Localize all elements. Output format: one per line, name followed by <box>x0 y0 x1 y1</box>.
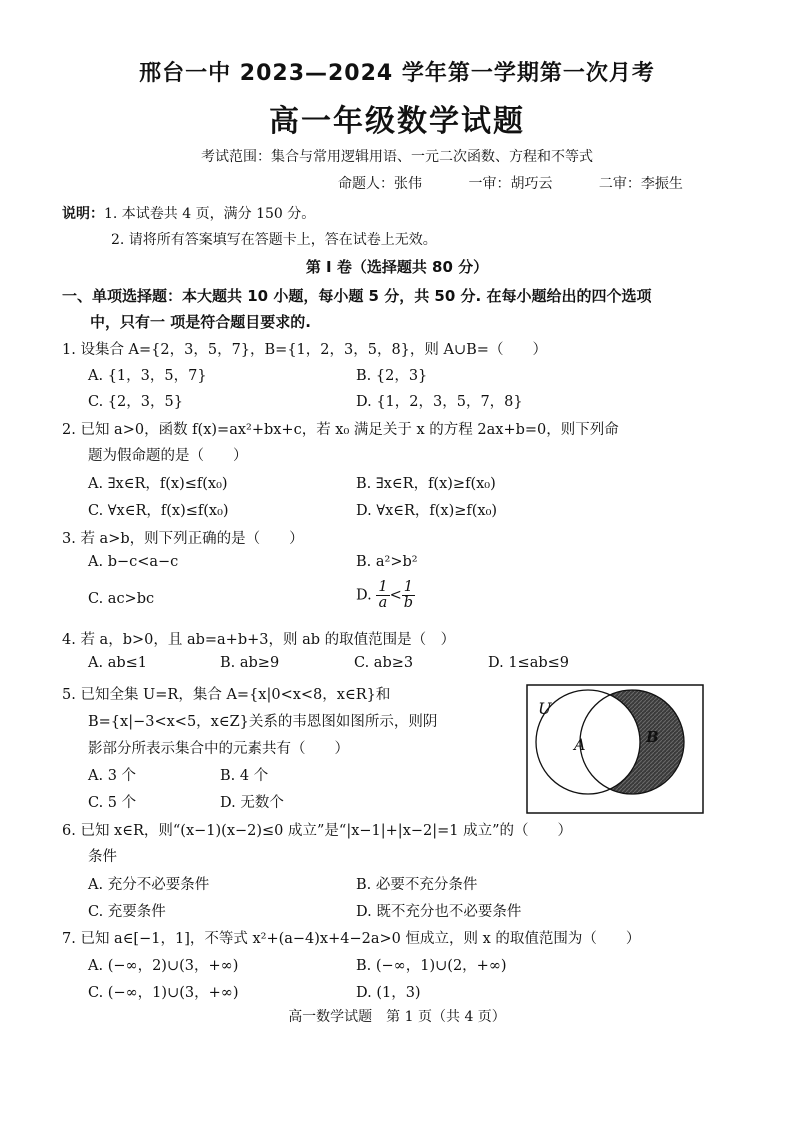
q5-option-c: C. 5 个 <box>88 795 137 811</box>
fraction-one-over-a: $\frac{1}{a}$ <box>378 579 388 611</box>
q1-option-c: C. {2，3，5} <box>88 394 183 410</box>
q3-option-a: A. b−c<a−c <box>88 554 179 570</box>
exam-title: 邢台一中 2023—2024 学年第一学期第一次月考 <box>139 61 655 86</box>
first-reviewer: 一审：胡巧云 <box>468 176 553 192</box>
q3-option-b: B. a²>b² <box>356 554 418 570</box>
subject-title: 高一年级数学试题 <box>269 104 525 139</box>
q4-option-a: A. ab≤1 <box>88 655 147 671</box>
instructions-label: 说明： <box>62 206 104 222</box>
q5-option-d: D. 无数个 <box>220 795 284 811</box>
second-reviewer: 二审：李振生 <box>598 176 683 192</box>
q6-option-c: C. 充要条件 <box>88 904 166 920</box>
q6-option-b: B. 必要不充分条件 <box>356 877 478 893</box>
question-4: 4. 若 a，b>0，且 ab=a+b+3，则 ab 的取值范围是（ ） <box>62 632 456 648</box>
question-5-cont-1: B={x|−3<x<5，x∈Z}关系的韦恩图如图所示，则阴 <box>88 714 438 730</box>
q4-option-b: B. ab≥9 <box>220 655 280 671</box>
part-one-heading: 一、单项选择题：本大题共 10 小题，每小题 5 分，共 50 分. 在每小题给出的四个选项 <box>62 287 652 305</box>
venn-diagram <box>526 684 704 814</box>
question-2-cont: 题为假命题的是（ ） <box>88 448 248 464</box>
q7-option-b: B. (−∞，1)∪(2，+∞) <box>356 958 507 974</box>
q1-option-b: B. {2，3} <box>356 368 428 384</box>
question-5: 5. 已知全集 U=R，集合 A={x|0<x<8，x∈R}和 <box>62 687 391 703</box>
question-6-cont: 条件 <box>88 849 117 865</box>
q2-option-c: C. ∀x∈R，f(x)≤f(x₀) <box>88 503 229 519</box>
exam-scope: 考试范围：集合与常用逻辑用语、一元二次函数、方程和不等式 <box>201 149 593 165</box>
q3-option-c: C. ac>bc <box>88 591 155 607</box>
q1-option-a: A. {1，3，5，7} <box>88 368 207 384</box>
q4-option-d: D. 1≤ab≤9 <box>488 655 570 671</box>
instructions-line-1: 说明：1. 本试卷共 4 页，满分 150 分。 <box>62 206 316 222</box>
question-3: 3. 若 a>b，则下列正确的是（ ） <box>62 531 304 547</box>
q2-option-d: D. ∀x∈R，f(x)≥f(x₀) <box>356 503 498 519</box>
author: 命题人：张伟 <box>338 176 422 192</box>
q5-option-a: A. 3 个 <box>88 768 137 784</box>
q6-option-d: D. 既不充分也不必要条件 <box>356 904 522 920</box>
q2-option-a: A. ∃x∈R，f(x)≤f(x₀) <box>88 476 228 492</box>
q7-option-a: A. (−∞，2)∪(3，+∞) <box>88 958 239 974</box>
q3-option-d: D. $\frac{1}{a}$ < $\frac{1}{b}$ <box>356 579 414 611</box>
label-b: B <box>646 728 659 746</box>
q7-option-d: D. (1，3) <box>356 985 421 1001</box>
question-7: 7. 已知 a∈[−1，1]，不等式 x²+(a−4)x+4−2a>0 恒成立，则 x 的取值范围为（ ） <box>62 931 641 947</box>
question-5-cont-2: 影部分所表示集合中的元素共有（ ） <box>88 741 349 757</box>
label-u: U <box>538 699 552 718</box>
q4-option-c: C. ab≥3 <box>354 655 414 671</box>
q1-option-d: D. {1，2，3，5，7，8} <box>356 394 523 410</box>
question-6: 6. 已知 x∈R，则“(x−1)(x−2)≤0 成立”是“|x−1|+|x−2|=1 成立”的（ ） <box>62 823 573 839</box>
section-title: 第 Ⅰ 卷（选择题共 80 分） <box>305 258 489 276</box>
fraction-one-over-b: $\frac{1}{b}$ <box>403 579 414 611</box>
q6-option-a: A. 充分不必要条件 <box>88 877 210 893</box>
question-1: 1. 设集合 A={2，3，5，7}，B={1，2，3，5，8}，则 A∪B=（ ） <box>62 342 547 358</box>
instructions-line-2: 2. 请将所有答案填写在答题卡上，答在试卷上无效。 <box>111 232 437 248</box>
q5-option-b: B. 4 个 <box>220 768 269 784</box>
q7-option-c: C. (−∞，1)∪(3，+∞) <box>88 985 239 1001</box>
question-2: 2. 已知 a>0，函数 f(x)=ax²+bx+c，若 x₀ 满足关于 x 的方程 2ax+b=0，则下列命 <box>62 422 619 438</box>
label-a: A <box>574 735 586 754</box>
author-line <box>338 173 725 193</box>
q2-option-b: B. ∃x∈R，f(x)≥f(x₀) <box>356 476 496 492</box>
page-footer: 高一数学试题 第 1 页（共 4 页） <box>288 1009 506 1025</box>
part-one-heading-cont: 中，只有一 项是符合题目要求的. <box>90 313 311 331</box>
